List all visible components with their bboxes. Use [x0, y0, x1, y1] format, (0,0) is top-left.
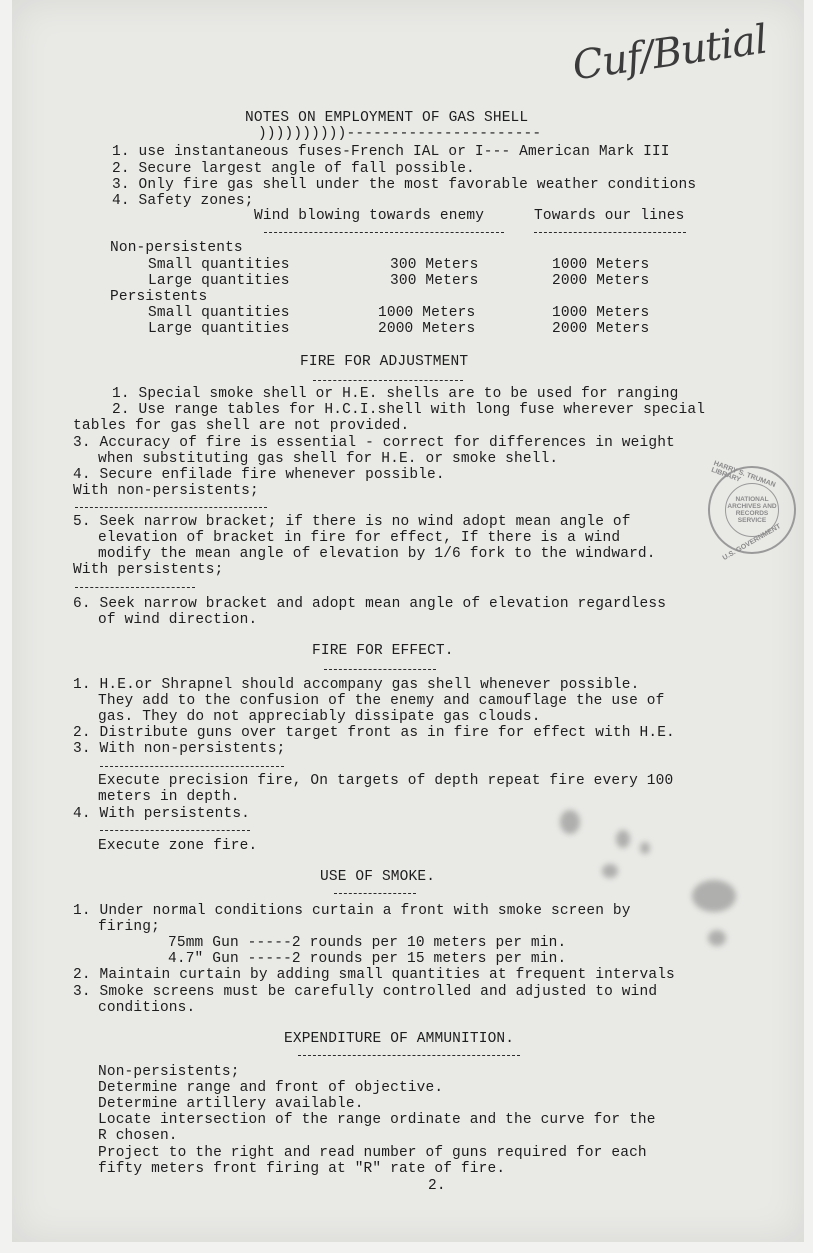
table-header-ours: Towards our lines — [534, 208, 685, 224]
group-label: Non-persistents — [110, 240, 243, 256]
stamp-bottom-text: U.S. GOVERNMENT — [721, 523, 783, 562]
row-value-ours: 1000 Meters — [552, 305, 650, 321]
subheading-rule — [75, 587, 195, 588]
stamp-text: ARCHIVES AND — [727, 503, 777, 510]
row-label: Small quantities — [148, 305, 290, 321]
ink-smudge — [708, 930, 726, 946]
effect-line: 2. Distribute guns over target front as in fire for effect with H.E. — [73, 725, 675, 741]
effect-line: 3. With non-persistents; — [73, 741, 286, 757]
adjustment-line: of wind direction. — [98, 612, 258, 628]
effect-line: Execute precision fire, On targets of depth repeat fire every 100 — [98, 773, 674, 789]
smoke-line: 75mm Gun -----2 rounds per 10 meters per min. — [168, 935, 567, 951]
row-value-enemy: 300 Meters — [390, 257, 479, 273]
table-header-enemy: Wind blowing towards enemy — [254, 208, 485, 224]
heading-rule — [313, 380, 463, 381]
adjustment-line: when substituting gas shell for H.E. or smoke shell. — [98, 451, 559, 467]
adjustment-line: 4. Secure enfilade fire whenever possible. — [73, 467, 445, 483]
ammunition-line: fifty meters front firing at "R" rate of fire. — [98, 1161, 506, 1177]
adjustment-line: 3. Accuracy of fire is essential - correct for differences in weight — [73, 435, 675, 451]
heading-rule — [334, 893, 416, 894]
row-label: Large quantities — [148, 321, 290, 337]
intro-item-1: 1. use instantaneous fuses-French IAL or I--- American Mark III — [112, 144, 670, 160]
page-number: 2. — [428, 1178, 446, 1194]
adjustment-subheading: With non-persistents; — [73, 483, 259, 499]
smoke-line: 1. Under normal conditions curtain a front with smoke screen by — [73, 903, 631, 919]
archive-stamp — [708, 460, 796, 562]
ammunition-line: R chosen. — [98, 1128, 178, 1144]
row-value-enemy: 1000 Meters — [378, 305, 476, 321]
smoke-line: firing; — [98, 919, 160, 935]
adjustment-line: tables for gas shell are not provided. — [73, 418, 410, 434]
row-value-enemy: 2000 Meters — [378, 321, 476, 337]
adjustment-line: 5. Seek narrow bracket; if there is no wind adopt mean angle of — [73, 514, 631, 530]
effect-line: gas. They do not appreciably dissipate gas clouds. — [98, 709, 541, 725]
ammunition-line: Locate intersection of the range ordinate and the curve for the — [98, 1112, 656, 1128]
ammunition-line: Non-persistents; — [98, 1064, 240, 1080]
document-title: NOTES ON EMPLOYMENT OF GAS SHELL — [245, 110, 529, 126]
document-page — [12, 0, 804, 1242]
intro-item-2: 2. Secure largest angle of fall possible. — [112, 161, 475, 177]
smoke-line: 3. Smoke screens must be carefully controlled and adjusted to wind — [73, 984, 658, 1000]
row-value-ours: 2000 Meters — [552, 273, 650, 289]
ink-smudge — [640, 842, 650, 854]
effect-line: 1. H.E.or Shrapnel should accompany gas shell whenever possible. — [73, 677, 640, 693]
ammunition-line: Determine artillery available. — [98, 1096, 364, 1112]
effect-line: Execute zone fire. — [98, 838, 258, 854]
handwritten-annotation: Cuf/Butial — [569, 16, 770, 90]
ink-smudge — [602, 864, 618, 878]
row-value-ours: 1000 Meters — [552, 257, 650, 273]
row-label: Small quantities — [148, 257, 290, 273]
row-value-enemy: 300 Meters — [390, 273, 479, 289]
subheading-rule — [100, 766, 284, 767]
row-value-ours: 2000 Meters — [552, 321, 650, 337]
ammunition-line: Determine range and front of objective. — [98, 1080, 444, 1096]
stamp-text: SERVICE — [737, 517, 767, 524]
smoke-line: 4.7" Gun -----2 rounds per 15 meters per min. — [168, 951, 567, 967]
ink-smudge — [616, 830, 630, 848]
effect-line: 4. With persistents. — [73, 806, 251, 822]
stamp-text: RECORDS — [735, 510, 769, 517]
stamp-top-text: HARRY S. TRUMAN LIBRARY — [710, 460, 777, 489]
intro-item-4: 4. Safety zones; — [112, 193, 254, 209]
adjustment-line: elevation of bracket in fire for effect, If there is a wind — [98, 530, 621, 546]
effect-line: They add to the confusion of the enemy and camouflage the use of — [98, 693, 665, 709]
table-header-rule — [264, 232, 504, 233]
adjustment-line: 2. Use range tables for H.C.I.shell with long fuse wherever special — [112, 402, 706, 418]
ammunition-line: Project to the right and read number of guns required for each — [98, 1145, 647, 1161]
adjustment-line: 6. Seek narrow bracket and adopt mean angle of elevation regardless — [73, 596, 667, 612]
adjustment-subheading: With persistents; — [73, 562, 224, 578]
heading-rule — [298, 1055, 520, 1056]
section-heading-adjustment: FIRE FOR ADJUSTMENT — [300, 354, 469, 370]
table-header-rule — [534, 232, 686, 233]
adjustment-line: 1. Special smoke shell or H.E. shells are to be used for ranging — [112, 386, 679, 402]
row-label: Large quantities — [148, 273, 290, 289]
adjustment-line: modify the mean angle of elevation by 1/6 fork to the windward. — [98, 546, 656, 562]
title-underline: ))))))))))---------------------- — [258, 126, 542, 142]
subheading-rule — [75, 507, 267, 508]
section-heading-smoke: USE OF SMOKE. — [320, 869, 436, 885]
ink-smudge — [560, 810, 580, 834]
heading-rule — [324, 669, 436, 670]
ink-smudge — [692, 880, 736, 912]
section-heading-effect: FIRE FOR EFFECT. — [312, 643, 454, 659]
intro-item-3: 3. Only fire gas shell under the most favorable weather conditions — [112, 177, 697, 193]
group-label: Persistents — [110, 289, 208, 305]
section-heading-ammunition: EXPENDITURE OF AMMUNITION. — [284, 1031, 515, 1047]
effect-line: meters in depth. — [98, 789, 240, 805]
smoke-line: 2. Maintain curtain by adding small quantities at frequent intervals — [73, 967, 675, 983]
subheading-rule — [100, 830, 250, 831]
stamp-text: NATIONAL — [735, 496, 769, 503]
smoke-line: conditions. — [98, 1000, 196, 1016]
